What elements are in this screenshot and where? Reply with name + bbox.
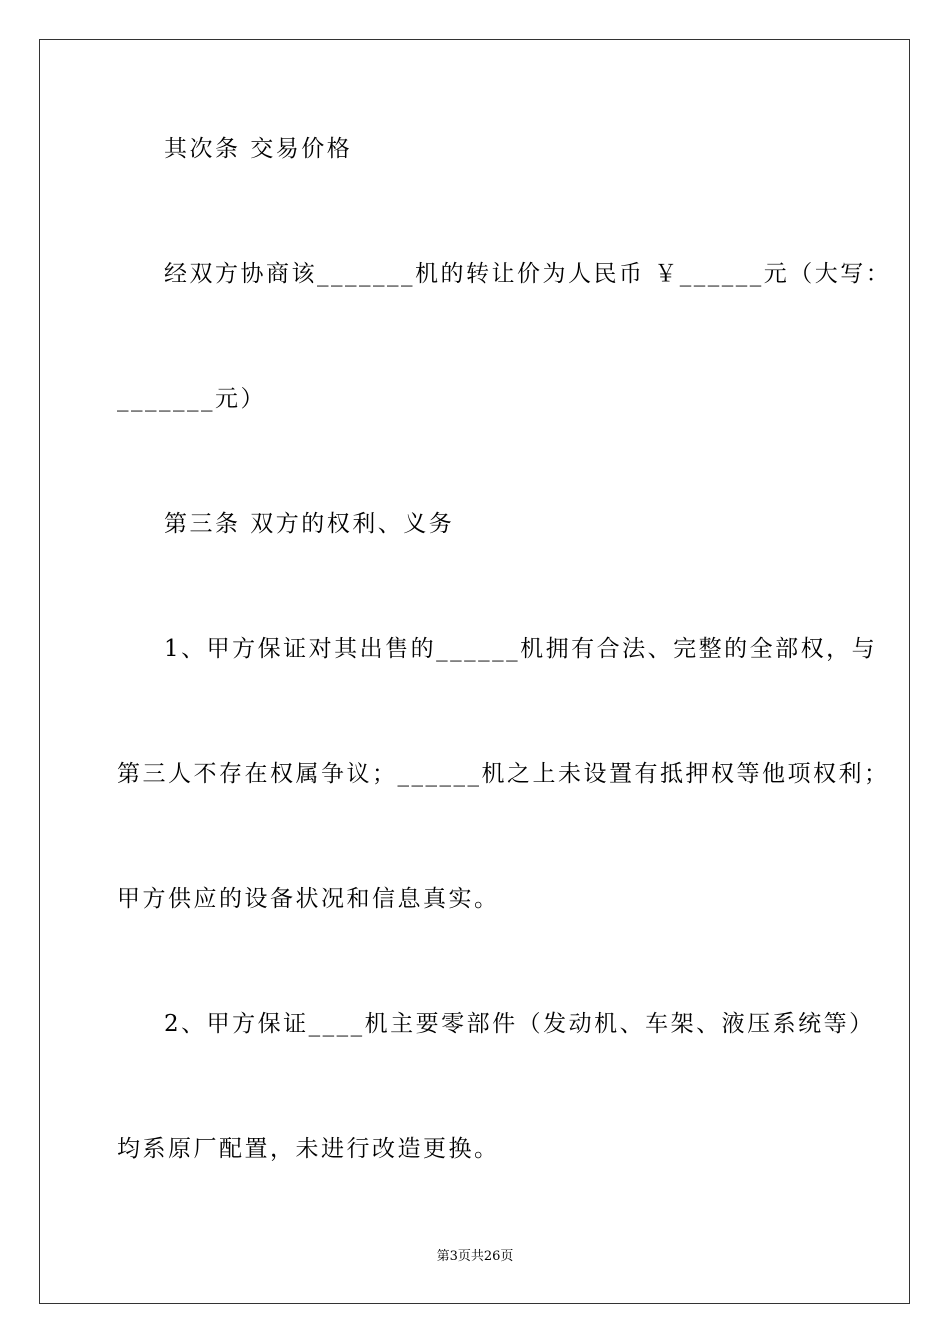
page-footer [0, 1248, 950, 1266]
paragraph-line: 1、甲方保证对其出售的______机拥有合法、完整的全部权，与 [164, 636, 878, 662]
paragraph-line: 甲方供应的设备状况和信息真实。 [117, 886, 500, 912]
paragraph-line: 2、甲方保证____机主要零部件（发动机、车架、液压系统等） [164, 1011, 875, 1037]
paragraph-line: 第三人不存在权属争议；______机之上未设置有抵押权等他项权利； [117, 761, 890, 787]
page-number: 第3页 [436, 1249, 471, 1264]
paragraph-line: _______元） [117, 386, 266, 412]
article-heading-price: 其次条 交易价格 [164, 136, 353, 162]
paragraph-line: 均系原厂配置，未进行改造更换。 [117, 1136, 500, 1162]
page-total: 共26页 [470, 1249, 514, 1264]
article-heading-rights: 第三条 双方的权利、义务 [164, 511, 455, 537]
paragraph-line: 经双方协商该_______机的转让价为人民币 ￥______元（大写： [164, 261, 892, 287]
page-frame [39, 39, 910, 1304]
